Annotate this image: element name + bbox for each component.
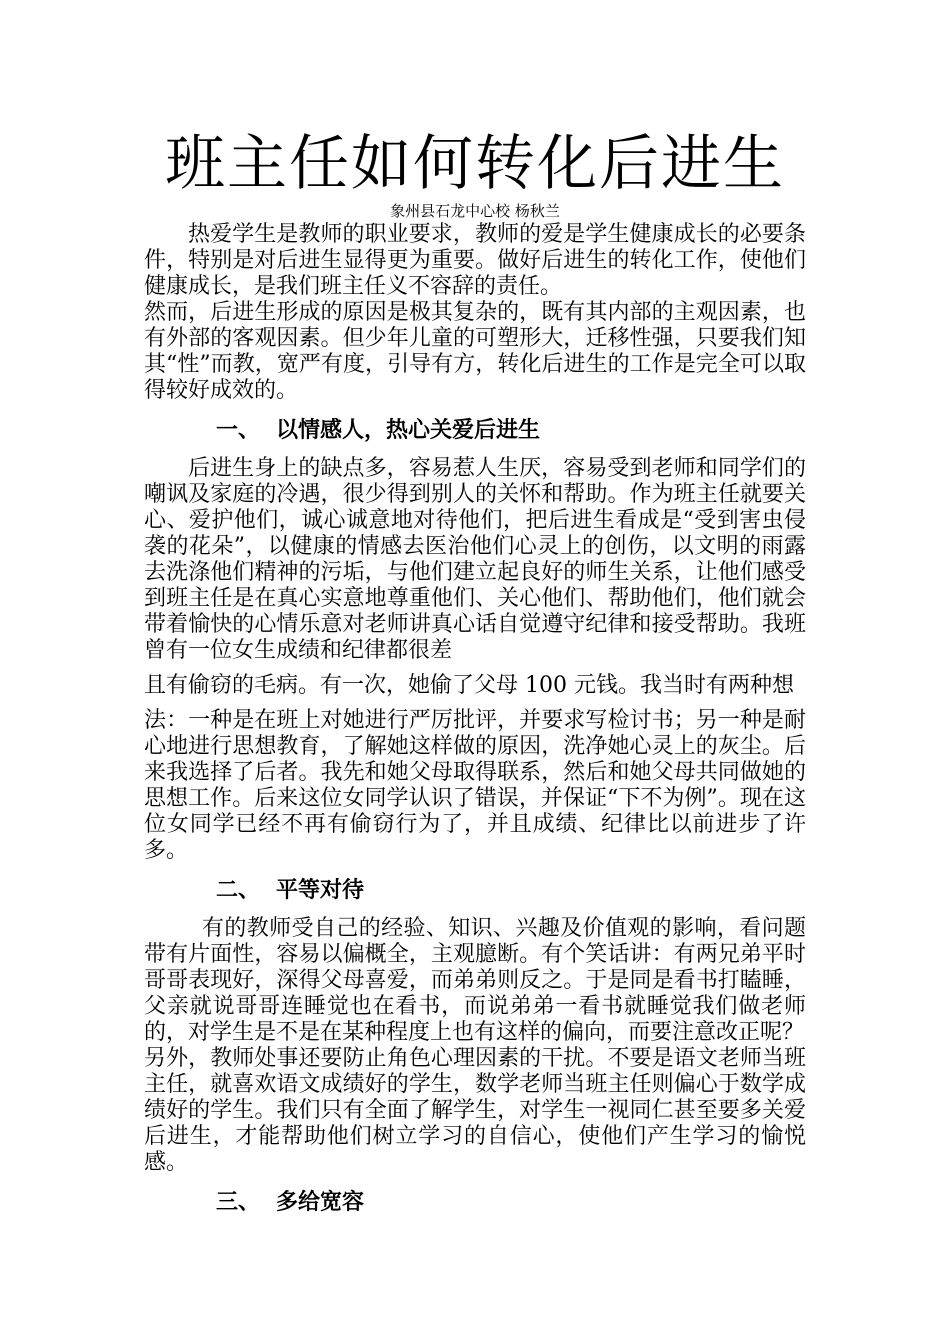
document-body (144, 222, 806, 1228)
body-paragraph: 法：一种是在班上对她进行严厉批评，并要求写检讨书；另一种是耐心地进行思想教育，了解她这样做的原因，洗净她心灵上的灰尘。后来我选择了后者。我先和她父母取得联系，然后和她父母共同做她的思想工作。后来这位女同学认识了错误，并保证“下不为例”。现在这位女同学已经不再有偷窃行为了，并且成绩、纪律比以前进步了许多。 (144, 708, 806, 863)
intro-paragraph: 热爱学生是教师的职业要求，教师的爱是学生健康成长的必要条件，特别是对后进生显得更为重要。做好后进生的转化工作，使他们健康成长，是我们班主任义不容辞的责任。 (144, 222, 806, 299)
body-paragraph: 后进生身上的缺点多，容易惹人生厌，容易受到老师和同学们的嘲讽及家庭的冷遇，很少得到别人的关怀和帮助。作为班主任就要关心、爱护他们，诚心诚意地对待他们，把后进生看成是“受到害虫侵袭的花朵”，以健康的情感去医治他们心灵上的创伤，以文明的雨露去洗涤他们精神的污垢，与他们建立起良好的师生关系，让他们感受到班主任是在真心实意地尊重他们、关心他们、帮助他们，他们就会带着愉快的心情乐意对老师讲真心话自觉遵守纪律和接受帮助。我班曾有一位女生成绩和纪律都很差 (144, 456, 806, 663)
section-number: 三、 (216, 1190, 261, 1215)
intro-paragraph: 然而，后进生形成的原因是极其复杂的，既有其内部的主观因素，也有外部的客观因素。但少年儿童的可塑形大，迁移性强，只要我们知其“性”而教，宽严有度，引导有方，转化后进生的工作是完全可以取得较好成效的。 (144, 300, 806, 403)
body-paragraph: 另外，教师处事还要防止角色心理因素的干扰。不要是语文老师当班主任，就喜欢语文成绩好的学生，数学老师当班主任则偏心于数学成绩好的学生。我们只有全面了解学生，对学生一视同仁甚至要多关爱后进生，才能帮助他们树立学习的自信心，使他们产生学习的愉悦感。 (144, 1046, 806, 1175)
page-title: 班主任如何转化后进生 (165, 129, 785, 199)
section-heading (144, 876, 806, 906)
body-paragraph: 且有偷窃的毛病。有一次，她偷了父母 100 元钱。我当时有两种想 (144, 673, 794, 698)
section-heading (144, 416, 806, 446)
section-heading (144, 1188, 806, 1218)
section-number: 二、 (216, 878, 261, 903)
section-title: 平等对待 (276, 878, 365, 903)
section-title: 多给宽容 (276, 1190, 365, 1215)
author-line: 象州县石龙中心校 杨秋兰 (390, 202, 560, 220)
section-number: 一、 (216, 418, 261, 443)
section-title: 以情感人，热心关爱后进生 (276, 418, 541, 443)
body-paragraph: 有的教师受自己的经验、知识、兴趣及价值观的影响，看问题带有片面性，容易以偏概全，主观臆断。有个笑话讲：有两兄弟平时哥哥表现好，深得父母喜爱，而弟弟则反之。于是同是看书打瞌睡，父亲就说哥哥连睡觉也在看书，而说弟弟一看书就睡觉我们做老师的，对学生是不是在某种程度上也有这样的偏向，而要注意改正呢？ (144, 916, 806, 1045)
